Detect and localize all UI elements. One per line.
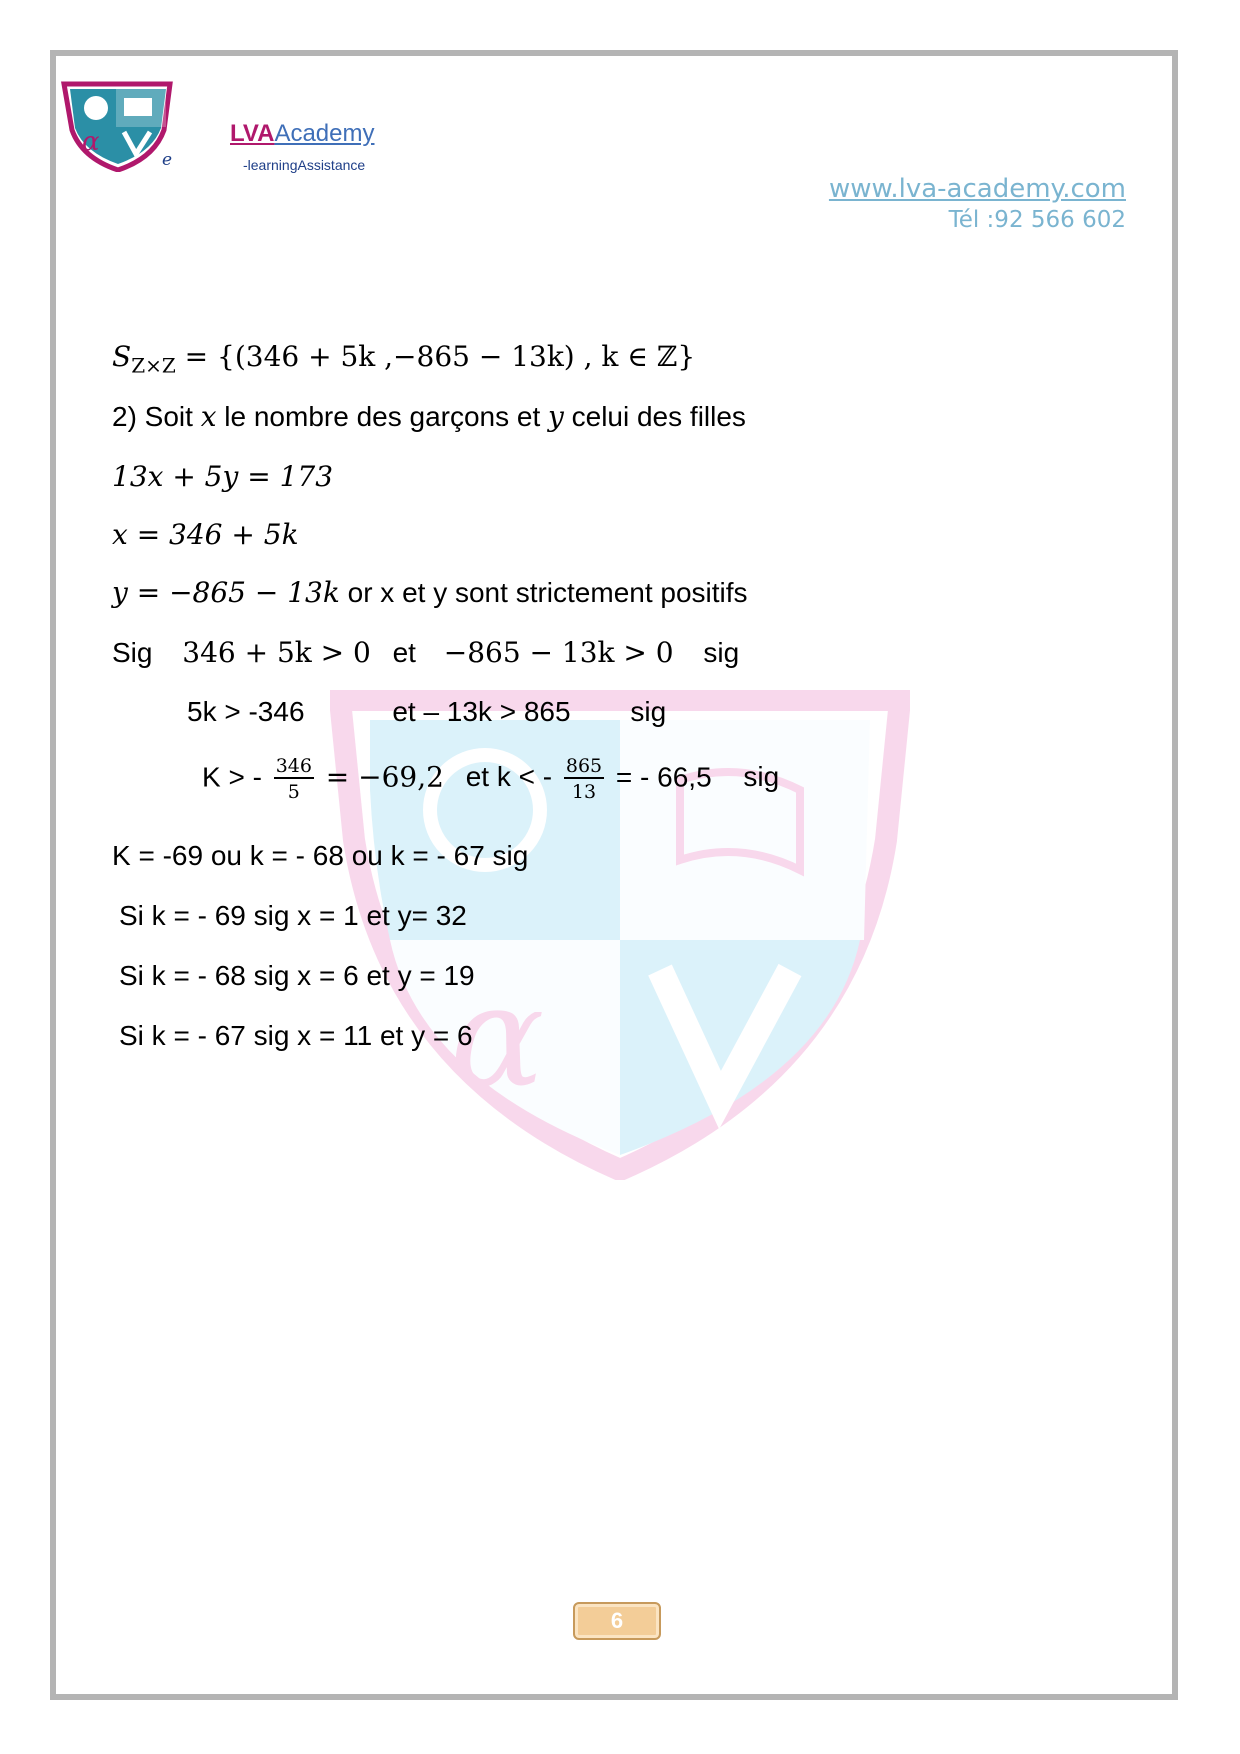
svg-text:α: α <box>82 127 100 157</box>
step3-value-2: = - 66,5 <box>615 761 712 793</box>
brand-lva: LVA <box>230 120 275 147</box>
var-y: y <box>548 400 564 433</box>
k-values: K = -69 ou k = - 68 ou k = - 67 sig <box>112 840 529 871</box>
fraction-denominator: 5 <box>287 781 300 803</box>
step3-part-2: et k < - <box>465 761 553 793</box>
equation-y-text: or x et y sont strictement positifs <box>339 577 748 608</box>
var-x: x <box>200 400 217 433</box>
sig-label: sig <box>703 637 740 668</box>
brand-name <box>230 120 374 148</box>
brand-academy: Academy <box>274 120 375 147</box>
step3-part-1: K > - <box>202 761 262 793</box>
solution-set <box>112 340 695 378</box>
problem-statement <box>112 400 746 433</box>
contact-block <box>829 173 1126 234</box>
set-expression: = {(346 + 5k ,−865 − 13k) , k ∈ ℤ} <box>184 340 696 373</box>
equation-y <box>112 576 748 609</box>
website-link[interactable]: www.lva-academy.com <box>828 174 1126 204</box>
fraction-865-13 <box>564 755 604 803</box>
inequality-2: −865 − 13k > 0 <box>443 636 674 669</box>
equation-main: 13x + 5y = 173 <box>112 460 334 493</box>
sig-label: sig <box>743 761 780 793</box>
step2-part-2: et – 13k > 865 <box>392 696 571 727</box>
et-label: et <box>392 637 416 668</box>
fraction-numerator: 865 <box>565 755 603 777</box>
fraction-numerator: 346 <box>275 755 312 777</box>
equation-y-math: y = −865 − 13k <box>112 576 340 609</box>
academy-logo-icon <box>58 80 178 172</box>
step3-value-1: = −69,2 <box>325 760 444 794</box>
set-symbol: S <box>112 340 132 373</box>
logo-letter: e <box>162 150 173 170</box>
inequality-step-2 <box>187 696 666 728</box>
inequality-1: 346 + 5k > 0 <box>182 636 371 669</box>
page-number: 6 <box>573 1602 661 1640</box>
fraction-denominator: 13 <box>571 781 597 803</box>
step2-part-1: 5k > -346 <box>187 696 305 727</box>
brand-tagline: -learningAssistance <box>243 157 366 173</box>
phone-number: Tél :92 566 602 <box>948 206 1126 233</box>
case-k-69: Si k = - 69 sig x = 1 et y= 32 <box>119 900 467 931</box>
sig-label: sig <box>630 696 667 727</box>
inequality-system <box>112 636 739 669</box>
equation-x: x = 346 + 5k <box>112 518 299 551</box>
case-k-67: Si k = - 67 sig x = 11 et y = 6 <box>119 1020 473 1051</box>
statement-part-3: celui des filles <box>563 401 746 432</box>
case-k-68: Si k = - 68 sig x = 6 et y = 19 <box>119 960 475 991</box>
svg-text:α: α <box>450 956 545 1119</box>
sig-label: Sig <box>112 637 153 668</box>
set-subscript: Z×Z <box>131 353 176 378</box>
statement-part-1: 2) Soit <box>112 401 201 432</box>
fraction-346-5 <box>274 755 314 803</box>
inequality-step-3 <box>202 755 779 803</box>
statement-part-2: le nombre des garçons et <box>216 401 549 432</box>
